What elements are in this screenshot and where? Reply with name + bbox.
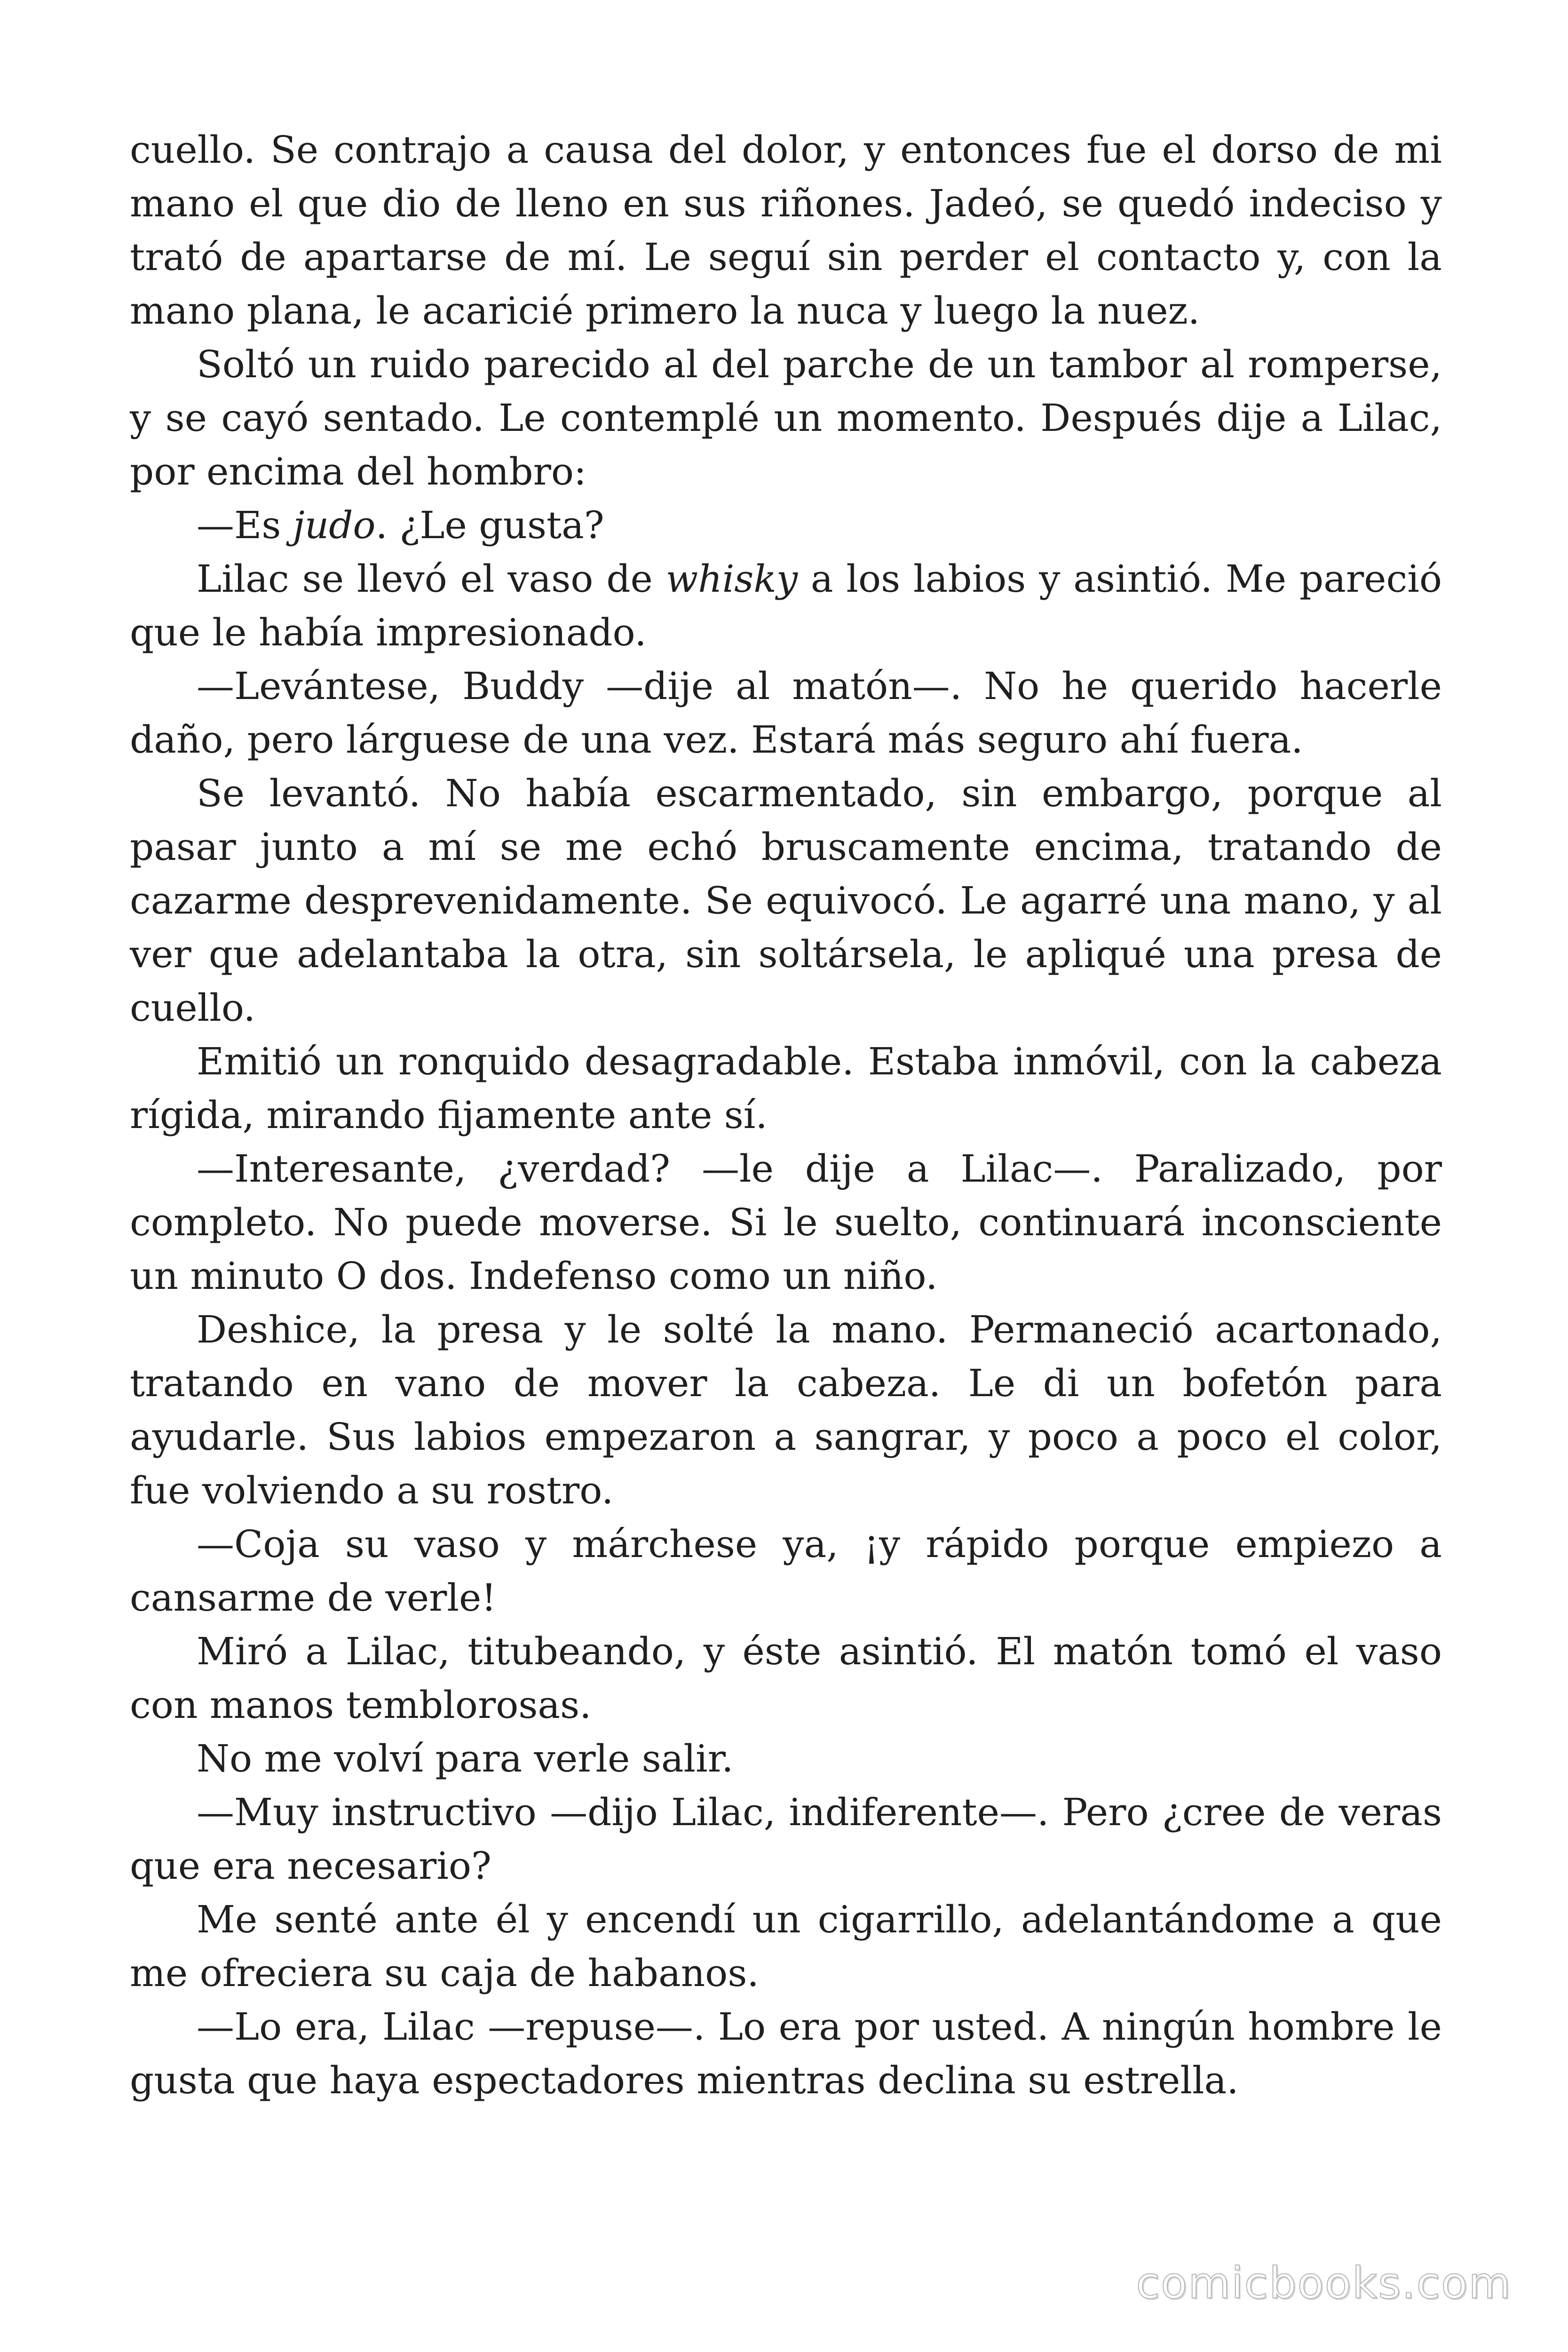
text: —Levántese, Buddy —dije al matón—. No he querido hacerle daño, pero lárguese de una vez. Estará más seguro ahí fuera. [130,664,1442,762]
paragraph-8 [130,1142,1442,1303]
text: Miró a Lilac, titubeando, y éste asintió. El matón tomó el vaso con manos temblorosas. [130,1629,1442,1727]
paragraph-10 [130,1518,1442,1625]
paragraph-4 [130,552,1442,660]
text: —Muy instructivo —dijo Lilac, indiferente—. Pero ¿cree de veras que era necesario? [130,1790,1442,1888]
text: Emitió un ronquido desagradable. Estaba inmóvil, con la cabeza rígida, mirando fijamente ante sí. [130,1040,1442,1137]
paragraph-6 [130,767,1442,1035]
paragraph-12 [130,1732,1442,1786]
paragraph-1 [130,123,1442,338]
text: No me volví para verle salir. [197,1737,734,1780]
text: —Es [197,503,293,547]
text: a los labios y asintió. Me pareció que le había impresionado. [130,557,1442,654]
paragraph-15 [130,2000,1442,2107]
text: Deshice, la presa y le solté la mano. Permaneció acartonado, tratando en vano de mover la cabeza. Le di un bofetón para ayudarle. Sus labios empezaron a sangrar, y poco a poco el color, fue volviendo a su rostro. [130,1308,1442,1512]
text: —Interesante, ¿verdad? —le dije a Lilac—. Paralizado, por completo. No puede moverse. Si le suelto, continuará inconsciente un minuto O dos. Indefenso como un niño. [130,1147,1442,1298]
italic-word: whisky [665,557,798,601]
paragraph-13 [130,1786,1442,1893]
text: —Coja su vaso y márchese ya, ¡y rápido porque empiezo a cansarme de verle! [130,1522,1442,1620]
text: Soltó un ruido parecido al del parche de un tambor al romperse, y se cayó sentado. Le contemplé un momento. Después dije a Lilac, por encima del hombro: [130,342,1442,493]
paragraph-5 [130,660,1442,767]
paragraph-11 [130,1625,1442,1732]
italic-word: judo [293,503,376,547]
paragraph-2 [130,338,1442,499]
paragraph-3 [130,499,1442,552]
book-page-text [130,123,1442,2107]
paragraph-14 [130,1893,1442,2000]
text: . ¿Le gusta? [375,503,604,547]
text: Me senté ante él y encendí un cigarrillo, adelantándome a que me ofreciera su caja de habanos. [130,1898,1442,1995]
text: Se levantó. No había escarmentado, sin embargo, porque al pasar junto a mí se me echó bruscamente encima, tratando de cazarme desprevenidamente. Se equivocó. Le agarré una mano, y al ver que adelantaba la otra, sin soltársela, le apliqué una presa de cuello. [130,771,1442,1030]
paragraph-9 [130,1303,1442,1518]
text: —Lo era, Lilac —repuse—. Lo era por usted. A ningún hombre le gusta que haya espectadores mientras declina su estrella. [130,2005,1442,2102]
watermark: comicbooks.com [1136,2258,1512,2308]
text: Lilac se llevó el vaso de [197,557,666,601]
text: cuello. Se contrajo a causa del dolor, y entonces fue el dorso de mi mano el que dio de lleno en sus riñones. Jadeó, se quedó indeciso y trató de apartarse de mí. Le seguí sin perder el contacto y, con la mano plana, le acaricié primero la nuca y luego la nuez. [130,128,1442,333]
paragraph-7 [130,1035,1442,1142]
